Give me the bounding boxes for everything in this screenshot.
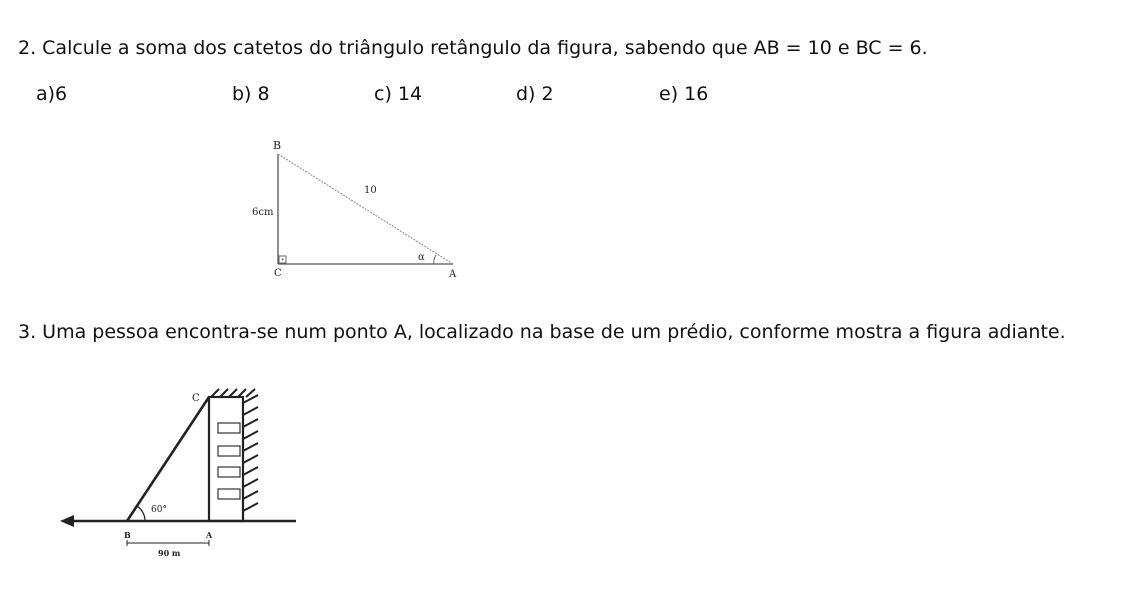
ground-arrowhead [60,515,74,527]
line-bc [127,397,209,521]
option-a: a)6 [36,83,68,105]
building-window [218,423,240,433]
option-e: e) 16 [659,83,709,105]
building-window [218,446,240,456]
vertex-c-label: C [274,268,282,279]
wall-hatching [243,395,258,511]
question-3-text: 3. Uma pessoa encontra-se num ponto A, localizado na base de um prédio, conforme mostra a figura adiante. [18,321,1066,343]
option-b: b) 8 [232,83,270,105]
option-d: d) 2 [516,83,554,105]
option-c: c) 14 [374,83,423,105]
distance-label: 90 m [158,548,181,558]
vertex-c-label: C [192,393,200,404]
vertex-a-label: A [206,530,213,540]
vertex-b-label: B [273,139,282,152]
building [209,397,243,521]
roof-hatching [211,389,255,397]
question-2-text: 2. Calcule a soma dos catetos do triângulo retângulo da figura, sabendo que AB = 10 e BC = 6. [18,37,928,59]
side-ab-label: 10 [364,185,377,196]
building-window [218,467,240,477]
angle-60-label: 60° [151,505,167,515]
angle-alpha-label: α [418,252,425,263]
side-bc-label: 6cm [252,207,274,218]
building-window [218,489,240,499]
angle-60-arc [137,506,145,521]
vertex-b-label: B [124,530,131,540]
vertex-a-label: A [449,269,457,280]
